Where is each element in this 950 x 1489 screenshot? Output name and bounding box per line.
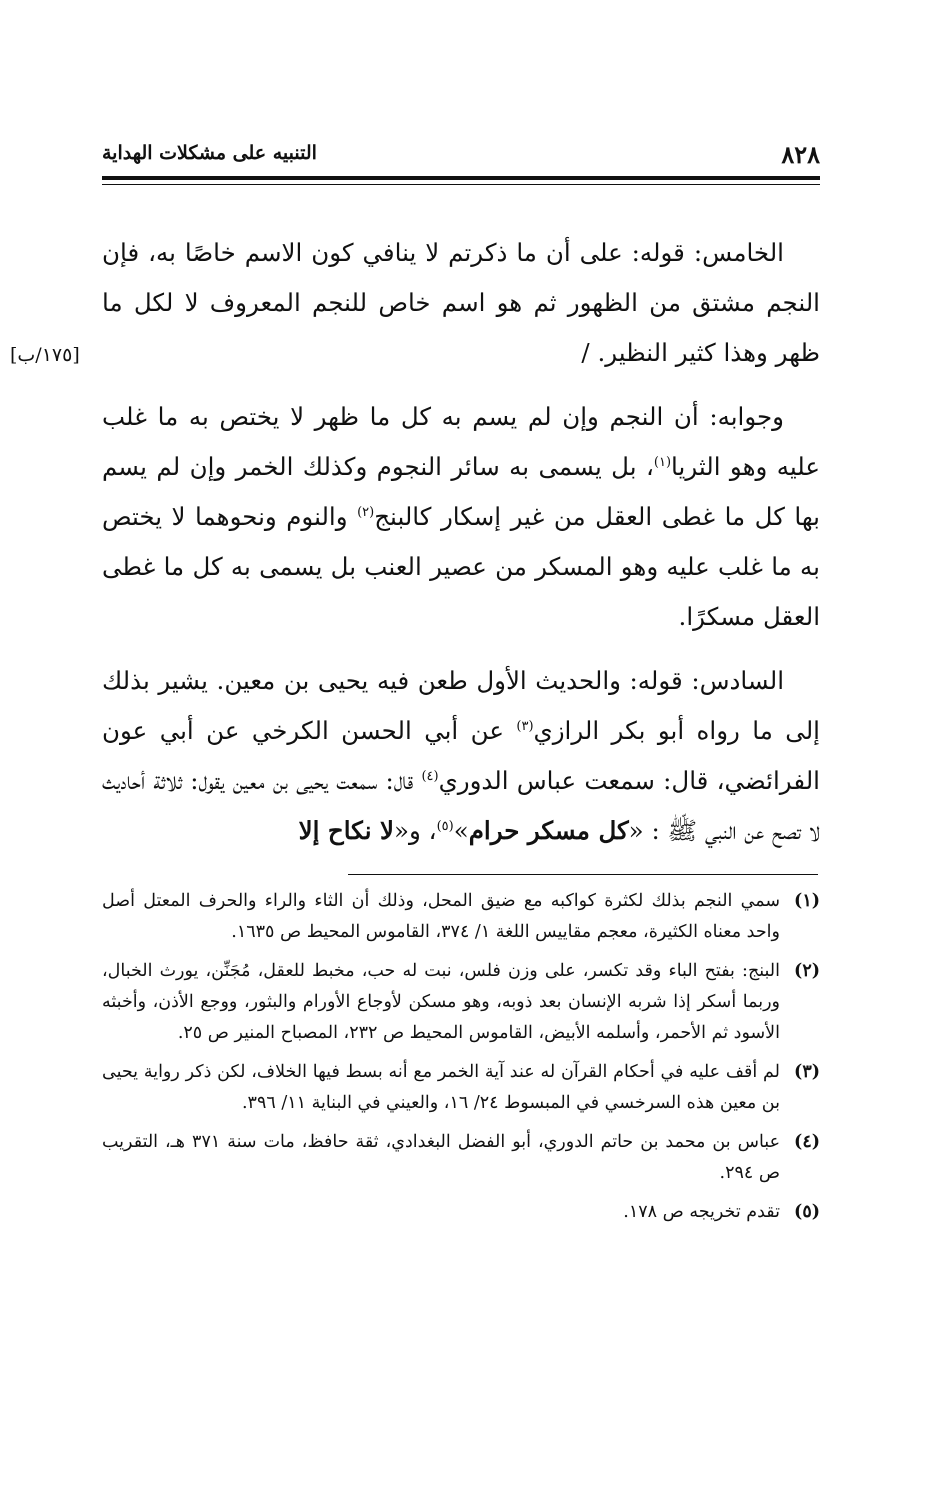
- book-title: التنبيه على مشكلات الهداية: [102, 142, 317, 164]
- footnote-text: البنج: بفتح الباء وقد تكسر، على وزن فلس، نبت له حب، مخبط للعقل، مُجَنِّن، يورث الخبال، وربما أسكر إذا شربه الإنسان بعد ذوبه، وهو مسكن لأوجاع الأورام والبثور، ووجع الأذن، وأخبثه الأسود ثم الأحمر، وأسلمه الأبيض، القاموس المحيط ص ٢٣٢، المصباح المنير ص ٢٥.: [102, 961, 780, 1043]
- footnote-5: [102, 1197, 820, 1228]
- paragraph-sixth-part3: قال: سمعت يحيى بن معين يقول: ثلاثة أحاديث لا تصح عن النبي ﷺ : «: [102, 766, 820, 845]
- paragraph-answer-part1: وجوابه: أن النجم وإن لم يسم به كل ما ظهر لا يختص به ما غلب عليه وهو الثريا: [102, 402, 820, 481]
- manuscript-folio-ref: [١٧٥/ب]: [10, 344, 80, 366]
- footnote-2: [102, 956, 820, 1049]
- footnote-4: [102, 1127, 820, 1189]
- footnote-ref-2[interactable]: (٢): [357, 504, 375, 520]
- header-rule-thin: [102, 184, 820, 185]
- paragraph-sixth-part4: ، و«: [394, 816, 437, 845]
- footnote-number: (٥): [794, 1202, 820, 1222]
- footnote-number: (٤): [794, 1132, 820, 1152]
- footnote-text: سمي النجم بذلك لكثرة كواكبه مع ضيق المحل، وذلك أن الثاء والراء والحرف المعتل أصل واحد معناه الكثيرة، معجم مقاييس اللغة ١/ ٣٧٤، القاموس المحيط ص ١٦٣٥.: [102, 891, 780, 942]
- paragraph-sixth-part1: السادس: قوله: والحديث الأول طعن فيه يحيى بن معين. يشير بذلك إلى ما رواه أبو بكر الرازي: [102, 666, 820, 745]
- paragraph-sixth: [102, 656, 820, 856]
- paragraph-answer-part3: والنوم ونحوهما لا يختص به ما غلب عليه وهو المسكر من عصير العنب بل يسمى به كل ما غطى العقل مسكرًا.: [102, 502, 820, 631]
- header-rule-thick: [102, 176, 820, 180]
- footnote-1: [102, 886, 820, 948]
- footnote-text: تقدم تخريجه ص ١٧٨.: [623, 1202, 780, 1222]
- paragraph-fifth: الخامس: قوله: على أن ما ذكرتم لا ينافي كون الاسم خاصًا به، فإن النجم مشتق من الظهور ثم هو اسم خاص للنجم المعروف لا لكل ما ظهر وهذا كثير النظير. /: [102, 238, 820, 367]
- page-header: [102, 136, 820, 172]
- page-number: ٨٢٨: [781, 140, 820, 169]
- footnote-ref-1[interactable]: (١): [653, 454, 672, 470]
- quote-close: »: [453, 816, 469, 845]
- footnote-ref-5[interactable]: (٥): [436, 818, 454, 834]
- paragraph-sixth-part2: عن أبي الحسن الكرخي عن أبي عون الفرائضي، قال: سمعت عباس الدوري: [102, 716, 820, 795]
- hadith-text-2: لا نكاح إلا: [298, 816, 395, 845]
- footnote-ref-4[interactable]: (٤): [421, 768, 439, 784]
- footnote-number: (٣): [794, 1062, 820, 1082]
- footnote-text: لم أقف عليه في أحكام القرآن له عند آية الخمر مع أنه بسط فيها الخلاف، لكن ذكر رواية يحيى بن معين هذه السرخسي في المبسوط ٢٤/ ١٦، والعيني في البناية ١١/ ٣٩٦.: [102, 1062, 780, 1113]
- footnote-text: عباس بن محمد بن حاتم الدوري، أبو الفضل البغدادي، ثقة حافظ، مات سنة ٣٧١ هـ، التقريب ص ٢٩٤.: [102, 1132, 781, 1183]
- footnote-separator: [348, 874, 818, 875]
- hadith-text-1: كل مسكر حرام: [468, 816, 629, 845]
- footnote-number: (٢): [794, 961, 820, 981]
- footnotes-section: [102, 886, 820, 1236]
- paragraph-answer: [102, 392, 820, 642]
- main-text: [10, 228, 820, 856]
- footnote-3: [102, 1057, 820, 1119]
- footnote-ref-3[interactable]: (٣): [516, 718, 534, 734]
- footnote-number: (١): [794, 891, 820, 911]
- paragraph-answer-part2: ، بل يسمى به سائر النجوم وكذلك الخمر وإن لم يسم بها كل ما غطى العقل من غير إسكار كالبنج: [102, 452, 820, 531]
